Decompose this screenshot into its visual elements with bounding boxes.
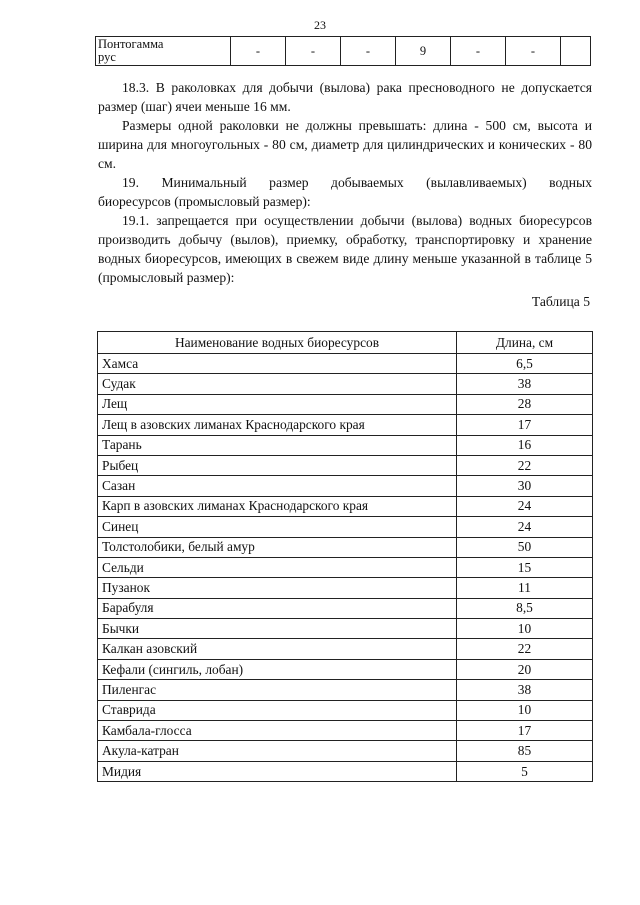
species-name-cell: Судак [98,374,457,394]
table-row [98,517,593,537]
table-row [98,476,593,496]
table-row [98,700,593,720]
table-row [98,619,593,639]
table-row [98,680,593,700]
species-label-line1: Понтогамма [98,37,164,51]
length-cell: 30 [457,476,593,496]
table-row [98,394,593,414]
table-row [98,455,593,475]
table-header-row [98,332,593,354]
length-cell: 15 [457,557,593,577]
length-cell: 22 [457,455,593,475]
table-5 [97,331,593,782]
paragraph-19-1: 19.1. запрещается при осуществлении добычи (вылова) водных биоресурсов производить добычу (вылов), приемку, обработку, транспортировку и хранение водных биоресурсов, имеющих в свежем виде длину меньше указанной в таблице 5 (промысловый размер): [98,213,592,285]
length-cell: 8,5 [457,598,593,618]
length-cell: 50 [457,537,593,557]
species-name-cell: Лещ в азовских лиманах Краснодарского края [98,415,457,435]
table-row [98,598,593,618]
species-name-cell: Карп в азовских лиманах Краснодарского края [98,496,457,516]
species-label-line2: рус [98,50,116,64]
species-name-cell: Калкан азовский [98,639,457,659]
paragraph-19-line1: 19. Минимальный размер добываемых (вылавливаемых) водных [122,175,592,190]
table-row [98,578,593,598]
continued-table-fragment [95,36,591,66]
table-row [98,415,593,435]
paragraph-19-line2: биоресурсов (промысловый размер): [98,194,311,209]
species-name-cell: Синец [98,517,457,537]
length-cell: 17 [457,721,593,741]
value-cell: - [231,37,286,66]
table-row [98,557,593,577]
value-cell: - [341,37,396,66]
species-name-cell: Толстолобики, белый амур [98,537,457,557]
length-cell: 10 [457,619,593,639]
table-row [98,496,593,516]
table-row [98,761,593,781]
species-name-cell: Камбала-глосса [98,721,457,741]
table-row [96,37,591,66]
species-name-cell: Рыбец [98,455,457,475]
page-number: 23 [314,18,326,32]
species-name-cell: Лещ [98,394,457,414]
species-name-cell: Хамса [98,354,457,374]
length-cell: 24 [457,496,593,516]
length-cell: 22 [457,639,593,659]
length-cell: 38 [457,374,593,394]
document-body [98,78,592,287]
length-cell: 11 [457,578,593,598]
species-name-cell: Кефали (сингиль, лобан) [98,659,457,679]
length-cell: 85 [457,741,593,761]
length-cell: 6,5 [457,354,593,374]
species-name-cell: Барабуля [98,598,457,618]
species-name-cell: Сельди [98,557,457,577]
species-name-cell: Тарань [98,435,457,455]
table-row [98,354,593,374]
table-caption: Таблица 5 [531,294,590,309]
length-cell: 24 [457,517,593,537]
species-name-cell: Бычки [98,619,457,639]
paragraph-18-3: 18.3. В раколовках для добычи (вылова) рака пресноводного не допускается размер (шаг) ячеи меньше 16 мм. [98,80,592,114]
length-cell: 38 [457,680,593,700]
species-name-cell: Пиленгас [98,680,457,700]
table-row [98,374,593,394]
table-row [98,435,593,455]
value-cell [561,37,591,66]
table-row [98,537,593,557]
header-length: Длина, см [457,332,593,354]
table-row [98,721,593,741]
table-row [98,659,593,679]
value-cell: - [451,37,506,66]
table-row [98,639,593,659]
species-name-cell: Пузанок [98,578,457,598]
species-name-cell: Ставрида [98,700,457,720]
value-cell: - [506,37,561,66]
paragraph-18-3-sizes: Размеры одной раколовки не должны превышать: длина - 500 см, высота и ширина для многоугольных - 80 см, диаметр для цилиндрических и конических - 80 см. [98,118,592,171]
length-cell: 16 [457,435,593,455]
length-cell: 5 [457,761,593,781]
species-name-cell: Акула-катран [98,741,457,761]
value-cell: 9 [396,37,451,66]
length-cell: 20 [457,659,593,679]
length-cell: 10 [457,700,593,720]
species-name-cell: Сазан [98,476,457,496]
table-row [98,741,593,761]
species-name-cell: Мидия [98,761,457,781]
header-name: Наименование водных биоресурсов [98,332,457,354]
length-cell: 17 [457,415,593,435]
length-cell: 28 [457,394,593,414]
value-cell: - [286,37,341,66]
species-cell [96,37,231,66]
